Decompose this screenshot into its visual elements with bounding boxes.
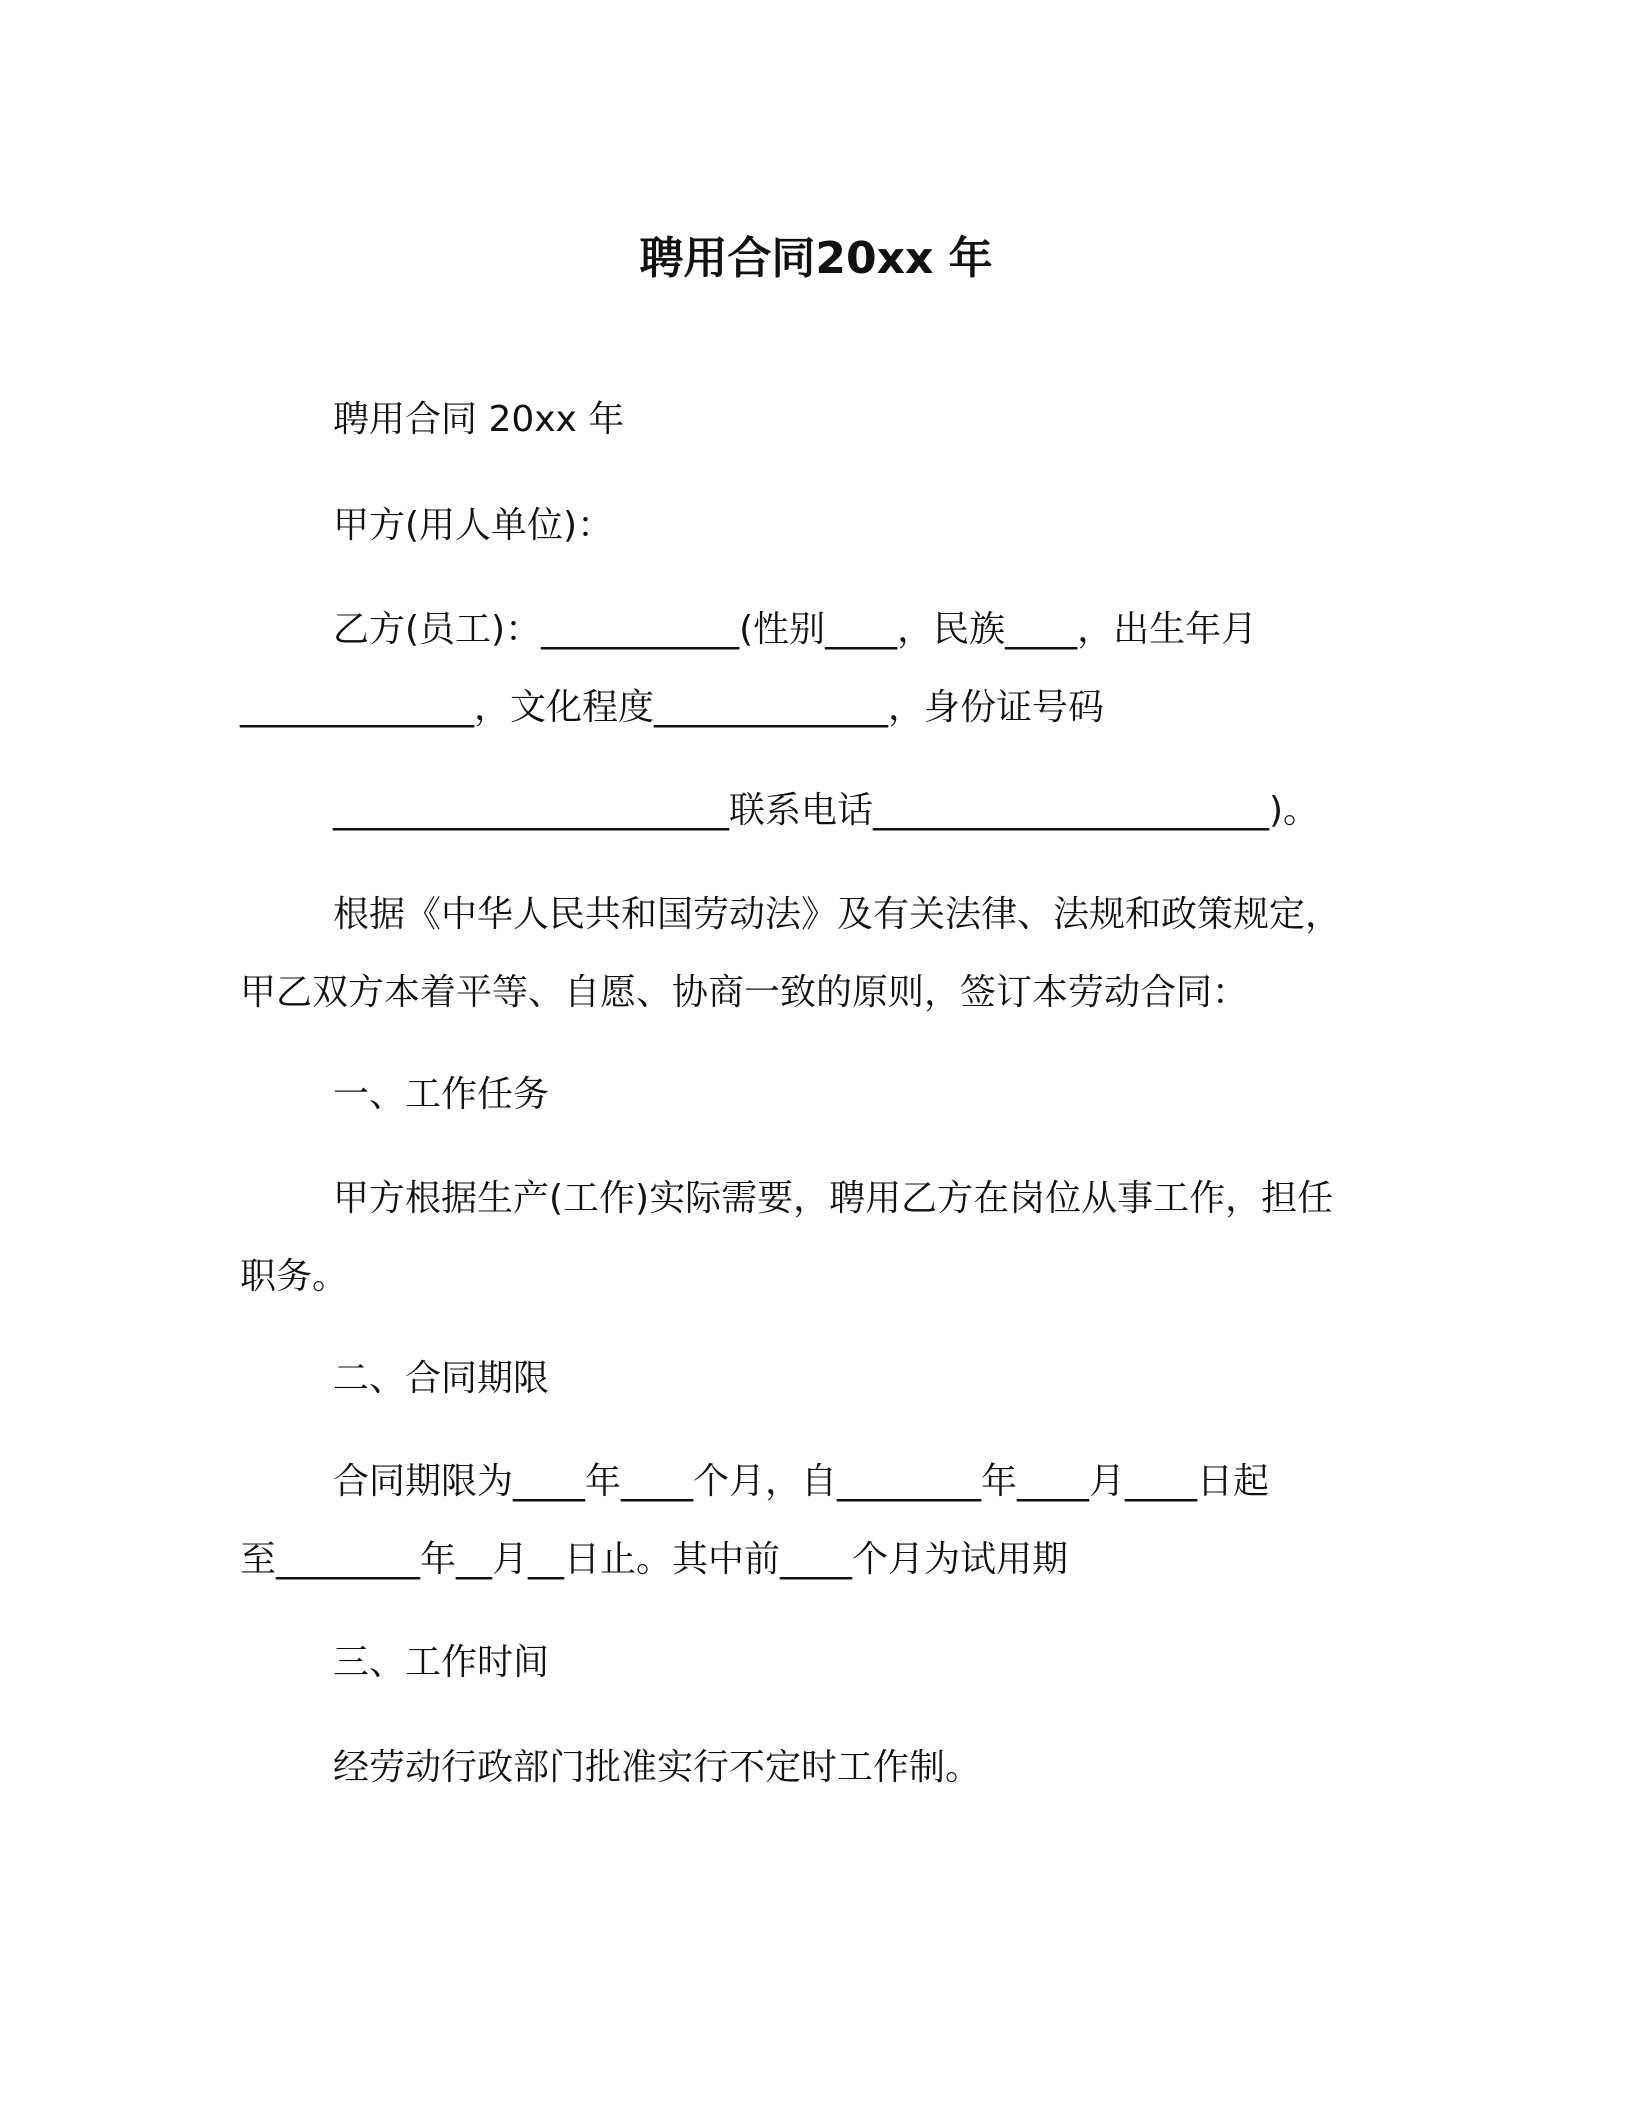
section-2-heading: 二、合同期限 xyxy=(333,1358,550,1399)
subtitle-line: 聘用合同 20xx 年 xyxy=(333,399,625,440)
preamble-line-1: 根据《中华人民共和国劳动法》及有关法律、法规和政策规定， xyxy=(333,894,1342,935)
party-b-line-3: ______________________联系电话______________________)。 xyxy=(333,790,1320,831)
section-2-line-1: 合同期限为____年____个月，自________年____月____日起 xyxy=(333,1461,1270,1502)
party-b-line-2: _____________，文化程度_____________，身份证号码 xyxy=(240,687,1105,728)
section-2-line-2: 至________年__月__日止。其中前____个月为试用期 xyxy=(240,1539,1069,1580)
preamble-line-2: 甲乙双方本着平等、自愿、协商一致的原则，签订本劳动合同： xyxy=(240,972,1249,1013)
document-title: 聘用合同20xx 年 xyxy=(639,233,993,284)
section-1-heading: 一、工作任务 xyxy=(333,1074,550,1115)
section-3-line-1: 经劳动行政部门批准实行不定时工作制。 xyxy=(333,1747,982,1788)
section-1-line-2: 职务。 xyxy=(240,1256,349,1297)
section-1-line-1: 甲方根据生产(工作)实际需要，聘用乙方在岗位从事工作，担任 xyxy=(333,1178,1334,1219)
party-a-line: 甲方(用人单位)： xyxy=(333,505,614,546)
party-b-line: 乙方(员工)：___________(性别____，民族____，出生年月 xyxy=(333,609,1258,650)
section-3-heading: 三、工作时间 xyxy=(333,1642,550,1683)
